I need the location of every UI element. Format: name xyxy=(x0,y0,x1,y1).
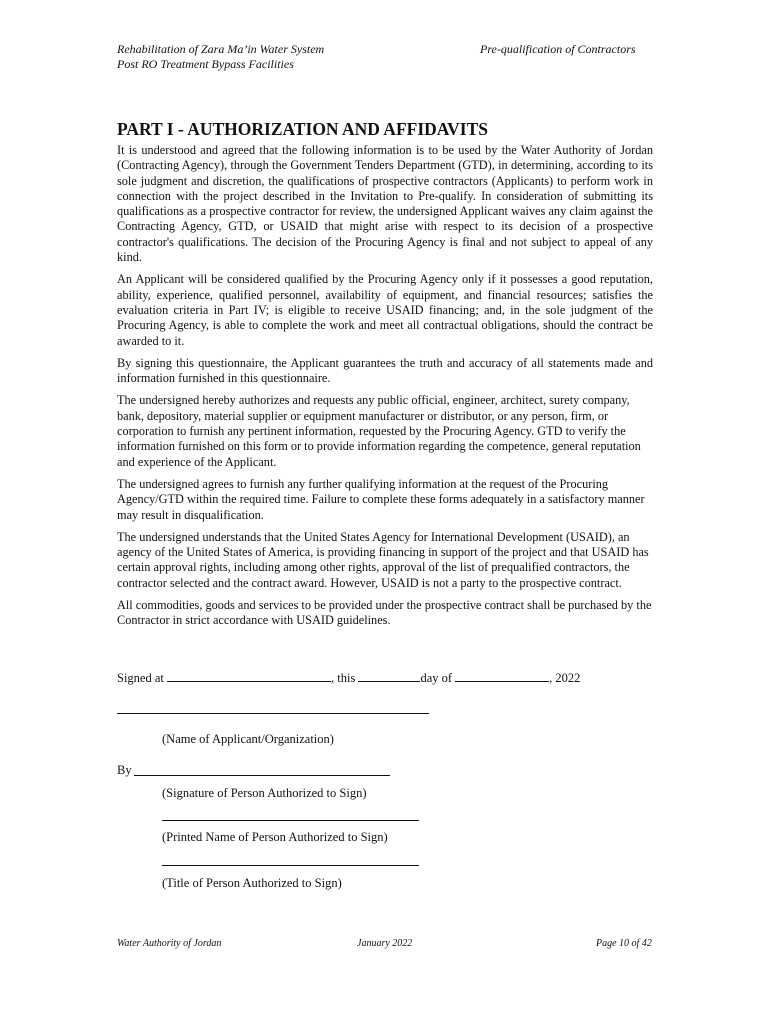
signed-at-location-field[interactable] xyxy=(167,670,331,682)
printed-name-line[interactable] xyxy=(162,820,419,821)
by-label: By xyxy=(117,763,132,777)
paragraph-qualification: An Applicant will be considered qualified by the Procuring Agency only if it possesses a good reputation, ability, experience, qualified personnel, availability of equipment, and financial resources; satisfies the evaluation criteria in Part IV; is eligible to receive USAID financing; and, in the sole judgment of the Procuring Agency, is able to complete the work and meet all contractual obligations, should the contract be awarded to it. xyxy=(117,272,653,348)
signed-at-label: Signed at xyxy=(117,671,164,685)
signature-line[interactable] xyxy=(134,775,390,776)
paragraph-usaid: The undersigned understands that the United States Agency for International Development (USAID), an agency of the United States of America, is providing financing in support of the project and that USAID has certain approval rights, including among other rights, approval of the list of prequalified contractors, the contractor selected and the contract award. However, USAID is not a party to the prospective contract. xyxy=(117,529,649,590)
signature-caption: (Signature of Person Authorized to Sign) xyxy=(162,786,367,800)
applicant-name-caption: (Name of Applicant/Organization) xyxy=(162,732,334,746)
this-label: , this xyxy=(331,671,356,685)
page-header-section: Pre-qualification of Contractors xyxy=(480,42,636,56)
footer-date: January 2022 xyxy=(357,938,413,949)
year-text: , 2022 xyxy=(549,671,581,685)
part-title: PART I - AUTHORIZATION AND AFFIDAVITS xyxy=(117,119,489,139)
page-header-project xyxy=(117,42,324,72)
project-title-line1: Rehabilitation of Zara Ma’in Water System xyxy=(117,42,325,56)
title-caption: (Title of Person Authorized to Sign) xyxy=(162,876,342,890)
paragraph-authorization: The undersigned hereby authorizes and requests any public official, engineer, architect, surety company, bank, depository, material supplier or equipment manufacturer or distributor, or any person, firm, or corporation to furnish any pertinent information, requested by the Procuring Agency. GTD to verify the information furnished on this form or to provide information regarding the competence, general reputation and experience of the Applicant. xyxy=(117,393,641,469)
document-body xyxy=(117,143,653,636)
paragraph-further-information: The undersigned agrees to furnish any further qualifying information at the request of the Procuring Agency/GTD within the required time. Failure to complete these forms adequately in a satisfactory manner may result in disqualification. xyxy=(117,476,645,522)
day-of-label: day of xyxy=(420,671,453,685)
footer-page-number: Page 10 of 42 xyxy=(596,938,652,949)
footer-organization: Water Authority of Jordan xyxy=(117,938,222,949)
signed-at-line xyxy=(117,670,580,686)
month-field[interactable] xyxy=(455,670,549,682)
paragraph-intro: It is understood and agreed that the following information is to be used by the Water Authority of Jordan (Contracting Agency), through the Government Tenders Department (GTD), in determining, according to its sole judgment and discretion, the qualifications of prospective contractors (Applicants) to perform work in connection with the project described in the Invitation to Pre-qualify. In consideration of submitting its qualifications as a prospective contractor for review, the undersigned Applicant waives any claim against the Contracting Agency, GTD, or USAID that might arise with respect to its decision of a prospective contractor's qualifications. The decision of the Procuring Agency is final and not subject to appeal of any kind. xyxy=(117,143,653,265)
paragraph-guarantee: By signing this questionnaire, the Applicant guarantees the truth and accuracy of all statements made and information furnished in this questionnaire. xyxy=(117,355,653,386)
project-title-line2: Post RO Treatment Bypass Facilities xyxy=(117,57,294,71)
paragraph-commodities: All commodities, goods and services to be provided under the prospective contract shall be purchased by the Contractor in strict accordance with USAID guidelines. xyxy=(117,598,652,628)
applicant-name-line[interactable] xyxy=(117,713,429,714)
day-field[interactable] xyxy=(358,670,420,682)
title-line[interactable] xyxy=(162,865,419,866)
printed-name-caption: (Printed Name of Person Authorized to Sign) xyxy=(162,830,388,844)
